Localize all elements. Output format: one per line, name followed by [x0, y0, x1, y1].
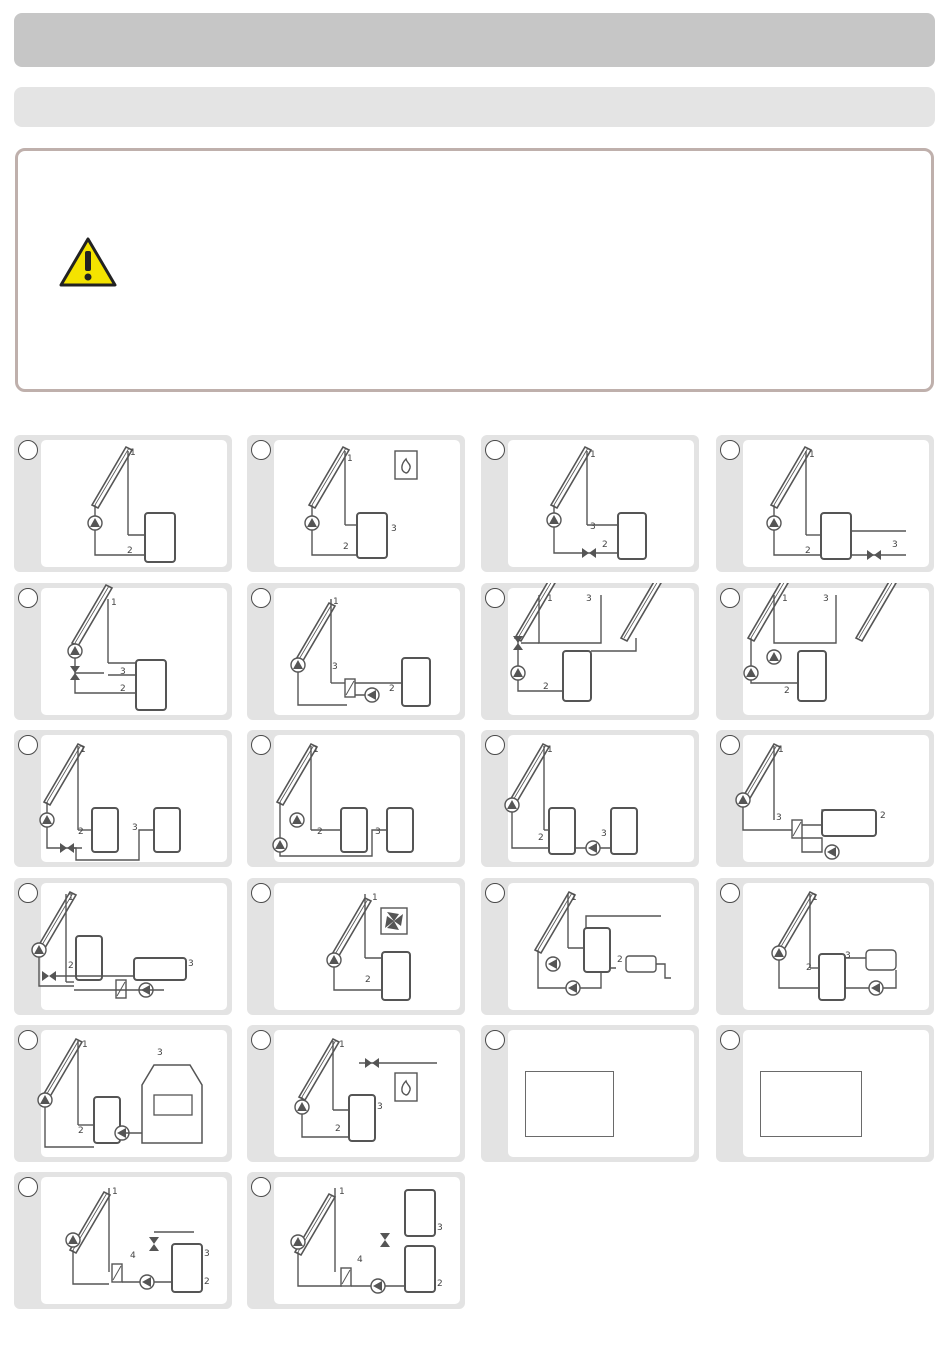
svg-text:1: 1 [339, 1040, 345, 1050]
svg-text:1: 1 [571, 893, 577, 903]
scheme-tile-3[interactable] [481, 435, 699, 572]
hydraulic-scheme-diagram [247, 1172, 465, 1309]
svg-text:2: 2 [335, 1124, 341, 1134]
svg-text:1: 1 [809, 450, 815, 460]
svg-text:3: 3 [590, 522, 596, 532]
scheme-tile-21[interactable] [14, 1172, 232, 1309]
svg-text:3: 3 [776, 813, 782, 823]
svg-text:2: 2 [317, 827, 323, 837]
scheme-number-circle [720, 1030, 740, 1050]
svg-text:2: 2 [617, 955, 623, 965]
scheme-tile-16[interactable] [716, 878, 934, 1015]
svg-text:2: 2 [204, 1277, 210, 1287]
svg-text:1: 1 [80, 745, 86, 755]
svg-text:3: 3 [601, 829, 607, 839]
hydraulic-scheme-diagram [481, 878, 699, 1015]
svg-text:1: 1 [372, 893, 378, 903]
hydraulic-scheme-diagram [247, 1025, 465, 1162]
svg-text:4: 4 [357, 1255, 363, 1265]
hydraulic-scheme-diagram [716, 878, 934, 1015]
svg-text:1: 1 [590, 450, 596, 460]
svg-text:3: 3 [332, 662, 338, 672]
svg-text:1: 1 [313, 745, 319, 755]
scheme-tile-5[interactable] [14, 583, 232, 720]
svg-text:3: 3 [391, 524, 397, 534]
scheme-tile-18[interactable] [247, 1025, 465, 1162]
svg-text:1: 1 [333, 597, 339, 607]
scheme-tile-4[interactable] [716, 435, 934, 572]
svg-text:1: 1 [339, 1187, 345, 1197]
scheme-tile-2[interactable] [247, 435, 465, 572]
svg-text:2: 2 [437, 1279, 443, 1289]
svg-text:2: 2 [120, 684, 126, 694]
svg-text:1: 1 [778, 745, 784, 755]
scheme-tile-19[interactable] [481, 1025, 699, 1162]
hydraulic-scheme-diagram [14, 730, 232, 867]
hydraulic-scheme-diagram [481, 583, 699, 720]
hydraulic-scheme-diagram [481, 435, 699, 572]
hydraulic-scheme-diagram [247, 878, 465, 1015]
svg-text:1: 1 [347, 454, 353, 464]
warning-triangle-icon [58, 236, 118, 288]
svg-text:2: 2 [78, 1126, 84, 1136]
scheme-tile-8[interactable] [716, 583, 934, 720]
svg-text:2: 2 [806, 963, 812, 973]
hydraulic-scheme-diagram [14, 1172, 232, 1309]
hydraulic-scheme-diagram [716, 435, 934, 572]
svg-text:1: 1 [82, 1040, 88, 1050]
svg-text:3: 3 [157, 1048, 163, 1058]
scheme-tile-10[interactable] [247, 730, 465, 867]
scheme-tile-14[interactable] [247, 878, 465, 1015]
empty-scheme-frame [525, 1071, 614, 1137]
scheme-tile-7[interactable] [481, 583, 699, 720]
svg-text:2: 2 [543, 682, 549, 692]
scheme-tile-11[interactable] [481, 730, 699, 867]
svg-text:2: 2 [365, 975, 371, 985]
svg-text:1: 1 [782, 594, 788, 604]
empty-scheme-frame [760, 1071, 862, 1137]
svg-text:2: 2 [68, 961, 74, 971]
svg-text:3: 3 [132, 823, 138, 833]
svg-text:1: 1 [812, 893, 818, 903]
svg-text:3: 3 [204, 1249, 210, 1259]
scheme-tile-20[interactable] [716, 1025, 934, 1162]
scheme-tile-6[interactable] [247, 583, 465, 720]
svg-text:2: 2 [602, 540, 608, 550]
hydraulic-scheme-diagram [14, 1025, 232, 1162]
warning-box [15, 148, 934, 392]
scheme-tile-13[interactable] [14, 878, 232, 1015]
scheme-tile-22[interactable] [247, 1172, 465, 1309]
svg-text:2: 2 [78, 827, 84, 837]
svg-text:3: 3 [188, 959, 194, 969]
svg-text:1: 1 [547, 745, 553, 755]
svg-text:1: 1 [68, 893, 74, 903]
svg-text:3: 3 [120, 667, 126, 677]
svg-text:2: 2 [805, 546, 811, 556]
hydraulic-scheme-diagram [14, 583, 232, 720]
svg-text:3: 3 [892, 540, 898, 550]
scheme-tile-12[interactable] [716, 730, 934, 867]
hydraulic-scheme-diagram [716, 583, 934, 720]
scheme-tile-17[interactable] [14, 1025, 232, 1162]
scheme-number-circle [485, 1030, 505, 1050]
svg-text:1: 1 [112, 1187, 118, 1197]
svg-text:1: 1 [130, 448, 136, 458]
header-bar [14, 13, 935, 67]
svg-text:2: 2 [538, 833, 544, 843]
scheme-tile-9[interactable] [14, 730, 232, 867]
hydraulic-scheme-diagram [14, 435, 232, 572]
scheme-tile-1[interactable] [14, 435, 232, 572]
svg-text:3: 3 [845, 951, 851, 961]
hydraulic-scheme-diagram [14, 878, 232, 1015]
svg-text:2: 2 [127, 546, 133, 556]
svg-text:2: 2 [880, 811, 886, 821]
svg-text:3: 3 [586, 594, 592, 604]
subheader-bar [14, 87, 935, 127]
hydraulic-scheme-diagram [481, 730, 699, 867]
hydraulic-scheme-diagram [247, 730, 465, 867]
svg-text:3: 3 [437, 1223, 443, 1233]
svg-text:3: 3 [377, 1102, 383, 1112]
svg-text:2: 2 [389, 684, 395, 694]
svg-text:1: 1 [111, 598, 117, 608]
hydraulic-scheme-diagram [247, 583, 465, 720]
svg-text:3: 3 [375, 827, 381, 837]
scheme-tile-15[interactable] [481, 878, 699, 1015]
hydraulic-scheme-diagram [247, 435, 465, 572]
svg-text:2: 2 [784, 686, 790, 696]
svg-text:4: 4 [130, 1251, 136, 1261]
svg-text:1: 1 [547, 594, 553, 604]
svg-text:2: 2 [343, 542, 349, 552]
hydraulic-scheme-diagram [716, 730, 934, 867]
svg-text:3: 3 [823, 594, 829, 604]
